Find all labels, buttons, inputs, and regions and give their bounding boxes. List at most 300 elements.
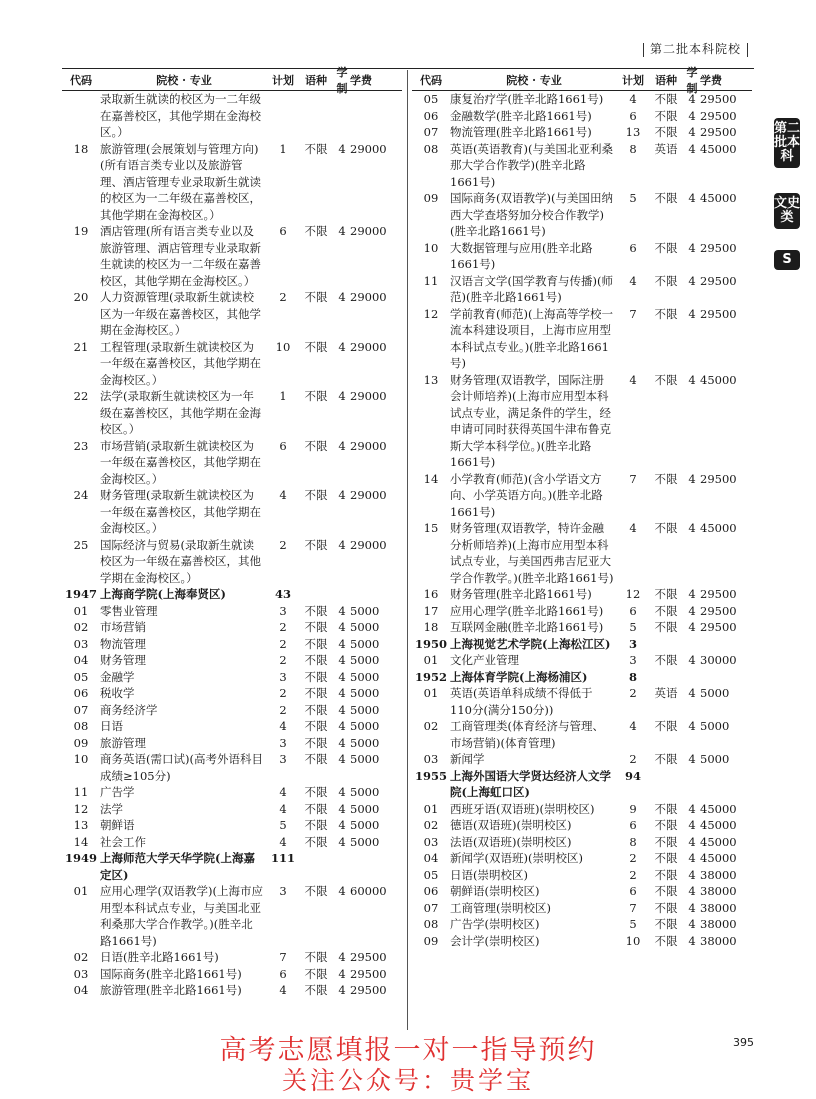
cell-code: 07 <box>73 702 89 717</box>
cell-code: 09 <box>423 191 439 205</box>
cell-name: 英语(英语教育)(与美国北亚利桑那大学合作教学)(胜辛北路1661号) <box>450 141 613 189</box>
cell-name: 上海外国语大学贤达经济人文学院(上海虹口区) <box>450 768 611 799</box>
cell-lang <box>298 91 334 141</box>
cell-name: 零售业管理 <box>100 603 158 618</box>
table-row <box>62 289 402 339</box>
cell-lang: 不限 <box>304 752 328 766</box>
cell-fee: 45000 <box>700 372 737 387</box>
cell-fee <box>700 669 746 686</box>
col-name-header: 院校 · 专业 <box>156 74 212 87</box>
cell-lang: 不限 <box>304 636 328 651</box>
cell-fee: 5000 <box>350 603 380 618</box>
cell-lang: 不限 <box>654 521 678 535</box>
cell-lang: 不限 <box>304 702 328 717</box>
cell-name: 录取新生就读的校区为一二年级在嘉善校区，其他学期在金海校区。） <box>100 92 261 139</box>
cell-lang: 不限 <box>304 224 328 238</box>
cell-years: 4 <box>688 471 696 486</box>
cell-name: 旅游管理 <box>100 735 146 750</box>
table-row <box>62 339 402 389</box>
cell-lang: 不限 <box>304 653 328 667</box>
cell-years: 4 <box>338 438 346 453</box>
header-divider <box>747 43 748 57</box>
table-row <box>62 141 402 224</box>
cell-code: 11 <box>73 785 89 799</box>
cell-lang: 不限 <box>304 669 328 684</box>
cell-fee: 29000 <box>350 537 387 552</box>
cell-fee: 29500 <box>350 983 387 997</box>
cell-lang: 不限 <box>654 867 678 882</box>
cell-years: 4 <box>688 719 696 733</box>
cell-fee: 45000 <box>700 141 737 156</box>
cell-name: 应用心理学(双语教学)(上海市应用型本科试点专业，与美国北亚利桑那大学合作教学。)(胜辛北路1661号) <box>100 884 263 948</box>
cell-lang: 不限 <box>304 719 328 733</box>
col-code-header: 代码 <box>70 74 92 87</box>
cell-years: 4 <box>338 735 346 750</box>
cell-fee: 29500 <box>350 966 387 981</box>
page-number: 395 <box>733 1036 754 1049</box>
cell-years: 4 <box>338 339 346 354</box>
cell-code: 16 <box>423 587 439 601</box>
cell-years <box>334 586 350 603</box>
cell-lang: 不限 <box>654 801 678 816</box>
cell-lang: 不限 <box>654 884 678 898</box>
cell-plan: 4 <box>279 488 287 502</box>
cell-plan: 111 <box>270 851 295 865</box>
cell-code: 06 <box>423 884 439 898</box>
table-row <box>62 603 402 620</box>
col-name-header: 院校 · 专业 <box>506 74 562 87</box>
header-divider <box>643 43 644 57</box>
cell-code: 01 <box>73 603 89 618</box>
cell-name: 朝鲜语 <box>100 818 135 832</box>
cell-code: 1955 <box>414 768 447 783</box>
col-years-header: 学制 <box>336 66 348 95</box>
cell-years: 4 <box>688 125 696 139</box>
cell-name: 上海师范大学天华学院(上海嘉定区) <box>100 851 255 882</box>
table-row <box>412 471 752 521</box>
col-years-header: 学制 <box>686 66 698 95</box>
cell-plan: 4 <box>279 983 287 997</box>
cell-fee: 29000 <box>350 389 387 403</box>
school-row <box>62 586 402 603</box>
cell-code: 03 <box>423 834 439 849</box>
cell-plan: 4 <box>629 719 637 733</box>
cell-lang <box>648 669 684 686</box>
cell-name: 工商管理(崇明校区) <box>450 900 551 915</box>
left-table-body <box>62 91 402 999</box>
cell-plan: 13 <box>625 125 641 139</box>
table-row <box>412 718 752 751</box>
cell-fee: 5000 <box>350 686 380 700</box>
cell-plan: 3 <box>279 735 287 750</box>
cell-fee: 45000 <box>700 851 737 865</box>
table-row <box>62 223 402 289</box>
cell-years: 4 <box>338 884 346 898</box>
cell-name: 物流管理(胜辛北路1661号) <box>450 125 592 139</box>
cell-code: 02 <box>423 719 439 733</box>
cell-fee: 45000 <box>700 191 737 205</box>
side-tab-category: 文史类 <box>774 193 800 229</box>
cell-lang: 不限 <box>304 686 328 700</box>
cell-name: 财务管理(胜辛北路1661号) <box>450 587 592 601</box>
cell-name: 物流管理 <box>100 636 146 651</box>
cell-name: 日语(崇明校区) <box>450 867 528 882</box>
cell-code: 08 <box>423 917 439 931</box>
table-row <box>62 636 402 653</box>
cell-plan: 1 <box>279 141 287 156</box>
table-row <box>62 702 402 719</box>
table-row <box>62 91 402 141</box>
cell-name: 大数据管理与应用(胜辛北路1661号) <box>450 240 593 271</box>
cell-lang: 不限 <box>654 125 678 139</box>
cell-name: 旅游管理(胜辛北路1661号) <box>100 983 242 997</box>
cell-plan: 7 <box>629 306 637 321</box>
cell-lang: 不限 <box>654 471 678 486</box>
cell-fee <box>700 636 746 653</box>
cell-plan: 4 <box>629 92 637 106</box>
cell-plan: 4 <box>279 801 287 816</box>
cell-name: 英语(英语单科成绩不得低于110分(满分150分)) <box>450 686 593 717</box>
cell-name: 税收学 <box>100 686 135 700</box>
cell-lang: 不限 <box>304 389 328 403</box>
cell-lang: 不限 <box>304 735 328 750</box>
cell-lang: 不限 <box>654 851 678 865</box>
col-lang-header: 语种 <box>305 74 327 87</box>
running-header <box>637 40 754 57</box>
cell-lang: 不限 <box>654 834 678 849</box>
cell-fee: 29500 <box>700 240 737 255</box>
col-plan-header: 计划 <box>272 74 294 87</box>
cell-code: 07 <box>423 900 439 915</box>
table-row <box>62 817 402 834</box>
cell-fee: 29500 <box>700 603 737 618</box>
table-row <box>62 784 402 801</box>
table-row <box>62 883 402 949</box>
cell-fee: 38000 <box>700 867 737 882</box>
cell-plan: 3 <box>279 752 287 766</box>
cell-lang: 不限 <box>654 191 678 205</box>
cell-years: 4 <box>688 603 696 618</box>
cell-plan: 6 <box>629 108 637 123</box>
cell-plan: 7 <box>629 471 637 486</box>
table-row <box>412 867 752 884</box>
cell-lang: 不限 <box>304 603 328 618</box>
cell-plan: 2 <box>279 537 287 552</box>
cell-code: 04 <box>73 653 89 667</box>
column-divider <box>407 70 408 1030</box>
cell-code: 02 <box>423 818 439 832</box>
cell-name: 财务管理 <box>100 653 146 667</box>
cell-code: 09 <box>73 735 89 750</box>
cell-fee: 30000 <box>700 653 737 667</box>
cell-years: 4 <box>688 587 696 601</box>
cell-years: 4 <box>338 603 346 618</box>
cell-lang: 不限 <box>304 438 328 453</box>
cell-name: 会计学(崇明校区) <box>450 933 540 948</box>
table-row <box>412 141 752 191</box>
cell-plan: 8 <box>628 669 637 684</box>
cell-years: 4 <box>338 488 346 502</box>
cell-name: 财务管理(双语教学，国际注册会计师培养)(上海市应用型本科试点专业，满足条件的学生，经申请可同时获得英国牛津布鲁克斯大学本科学位。)(胜辛北路1661号) <box>450 372 611 469</box>
cell-years: 4 <box>688 191 696 205</box>
cell-plan: 5 <box>629 191 637 205</box>
cell-plan: 2 <box>279 686 287 700</box>
left-column <box>62 66 402 999</box>
school-row <box>62 850 402 883</box>
cell-lang: 不限 <box>654 273 678 288</box>
cell-years: 4 <box>338 702 346 717</box>
cell-plan: 12 <box>625 587 641 601</box>
cell-code: 07 <box>423 125 439 139</box>
cell-lang <box>648 768 684 801</box>
cell-fee: 29500 <box>700 620 737 634</box>
cell-fee: 29000 <box>350 224 387 238</box>
cell-fee: 29500 <box>350 950 387 964</box>
cell-years: 4 <box>688 917 696 931</box>
cell-fee: 5000 <box>700 686 730 700</box>
cell-fee: 5000 <box>350 735 380 750</box>
school-row <box>412 636 752 653</box>
cell-code: 05 <box>423 92 439 106</box>
cell-years: 4 <box>338 653 346 667</box>
cell-code: 08 <box>73 719 89 733</box>
table-row <box>62 982 402 999</box>
cell-fee <box>350 586 396 603</box>
cell-plan: 7 <box>629 900 637 915</box>
cell-code: 04 <box>73 983 89 997</box>
cell-plan: 8 <box>629 141 637 156</box>
cell-lang: 不限 <box>304 884 328 898</box>
cell-lang: 不限 <box>654 900 678 915</box>
school-row <box>412 669 752 686</box>
cell-code: 14 <box>423 471 439 486</box>
cell-code: 01 <box>423 801 439 816</box>
cell-fee: 29000 <box>350 438 387 453</box>
cell-name: 法学(录取新生就读校区为一年级在嘉善校区，其他学期在金海校区。） <box>100 389 261 436</box>
cell-fee: 29500 <box>700 306 737 321</box>
cell-name: 旅游管理(会展策划与管理方向)(所有语言类专业以及旅游管理、酒店管理专业录取新生就读的校区为一二年级在嘉善校区，其他学期在金海校区。） <box>100 141 261 222</box>
cell-name: 社会工作 <box>100 834 146 849</box>
cell-fee: 5000 <box>350 653 380 667</box>
cell-name: 商务经济学 <box>100 702 158 717</box>
cell-fee: 38000 <box>700 900 737 915</box>
cell-fee <box>700 768 746 801</box>
col-code-header: 代码 <box>420 74 442 87</box>
cell-plan: 3 <box>279 884 287 898</box>
col-fee-header: 学费 <box>350 74 372 87</box>
cell-name: 法语(双语班)(崇明校区) <box>450 834 572 849</box>
cell-years: 4 <box>338 669 346 684</box>
cell-years: 4 <box>688 521 696 535</box>
top-rule <box>62 68 754 69</box>
cell-plan: 4 <box>629 273 637 288</box>
table-row <box>62 652 402 669</box>
cell-plan: 2 <box>629 867 637 882</box>
cell-years: 4 <box>338 389 346 403</box>
table-row <box>412 685 752 718</box>
cell-code: 10 <box>73 752 89 766</box>
col-plan-header: 计划 <box>622 74 644 87</box>
cell-years: 4 <box>688 884 696 898</box>
cell-lang: 不限 <box>304 537 328 552</box>
cell-years: 4 <box>688 834 696 849</box>
cell-years: 4 <box>338 686 346 700</box>
cell-years: 4 <box>688 686 696 700</box>
cell-code: 01 <box>423 686 439 700</box>
table-row <box>62 487 402 537</box>
table-row <box>62 685 402 702</box>
cell-code: 22 <box>73 389 89 403</box>
cell-years <box>334 91 350 141</box>
cell-code: 12 <box>423 306 439 321</box>
cell-plan: 6 <box>279 438 287 453</box>
cell-years: 4 <box>338 983 346 997</box>
table-row <box>412 751 752 768</box>
cell-plan: 4 <box>279 719 287 733</box>
table-row <box>62 619 402 636</box>
cell-fee: 29500 <box>700 273 737 288</box>
cell-code: 03 <box>423 752 439 766</box>
cell-code: 21 <box>73 339 89 354</box>
cell-plan: 2 <box>279 290 287 304</box>
cell-plan: 6 <box>629 818 637 832</box>
cell-lang: 不限 <box>654 306 678 321</box>
cell-name: 广告学 <box>100 785 135 799</box>
cell-name: 应用心理学(胜辛北路1661号) <box>450 603 604 618</box>
cell-years: 4 <box>338 620 346 634</box>
side-tab-letter: S <box>774 250 800 270</box>
cell-lang: 不限 <box>654 587 678 601</box>
cell-years: 4 <box>688 818 696 832</box>
cell-name: 互联网金融(胜辛北路1661号) <box>450 620 604 634</box>
cell-years: 4 <box>688 867 696 882</box>
cell-code: 01 <box>423 653 439 667</box>
cell-years: 4 <box>338 801 346 816</box>
cell-lang: 不限 <box>304 488 328 502</box>
cell-code: 1947 <box>64 587 97 601</box>
cell-years: 4 <box>338 719 346 733</box>
cell-plan: 2 <box>279 636 287 651</box>
cell-plan: 6 <box>279 224 287 238</box>
table-row <box>62 949 402 966</box>
cell-fee: 5000 <box>700 752 730 766</box>
cell-years <box>334 850 350 883</box>
cell-years: 4 <box>688 653 696 667</box>
cell-name: 西班牙语(双语班)(崇明校区) <box>450 801 595 816</box>
cell-fee: 38000 <box>700 884 737 898</box>
cell-name: 国际商务(胜辛北路1661号) <box>100 966 242 981</box>
cell-code: 09 <box>423 933 439 948</box>
cell-fee: 45000 <box>700 521 737 535</box>
cell-code: 01 <box>73 884 89 898</box>
cell-lang: 不限 <box>654 653 678 667</box>
cell-plan <box>268 91 298 141</box>
cell-fee: 38000 <box>700 917 737 931</box>
cell-plan: 3 <box>279 603 287 618</box>
table-row <box>412 817 752 834</box>
cell-plan: 2 <box>279 653 287 667</box>
cell-plan: 2 <box>279 702 287 717</box>
table-row <box>412 372 752 471</box>
cell-lang: 不限 <box>654 108 678 123</box>
cell-fee: 5000 <box>350 719 380 733</box>
cell-plan: 10 <box>625 933 641 948</box>
cell-code: 18 <box>423 620 439 634</box>
cell-fee: 29500 <box>700 92 737 106</box>
cell-lang: 不限 <box>304 141 328 156</box>
cell-name: 法学 <box>100 801 123 816</box>
cell-plan: 7 <box>279 950 287 964</box>
cell-years: 4 <box>338 141 346 156</box>
cell-years: 4 <box>688 141 696 156</box>
cell-years: 4 <box>688 273 696 288</box>
cell-code: 25 <box>73 537 89 552</box>
cell-lang: 不限 <box>304 950 328 964</box>
table-row <box>412 900 752 917</box>
cell-name: 市场营销 <box>100 620 146 634</box>
cell-name: 文化产业管理 <box>450 653 519 667</box>
cell-name: 国际经济与贸易(录取新生就读校区为一年级在嘉善校区，其他学期在金海校区。） <box>100 537 261 585</box>
cell-lang: 不限 <box>654 92 678 106</box>
cell-fee: 5000 <box>350 801 380 816</box>
cell-fee: 45000 <box>700 834 737 849</box>
cell-fee: 5000 <box>700 719 730 733</box>
cell-plan: 3 <box>629 653 637 667</box>
cell-years: 4 <box>338 950 346 964</box>
cell-years: 4 <box>688 620 696 634</box>
cell-code: 06 <box>423 108 439 123</box>
cell-lang: 不限 <box>654 719 678 733</box>
table-row <box>412 124 752 141</box>
table-row <box>62 735 402 752</box>
cell-name: 国际商务(双语教学)(与美国田纳西大学查塔努加分校合作教学)(胜辛北路1661号) <box>450 191 613 238</box>
cell-lang: 不限 <box>654 372 678 387</box>
header-title: 第二批本科院校 <box>649 42 741 56</box>
table-row <box>62 751 402 784</box>
cell-code: 13 <box>73 818 89 832</box>
table-row <box>62 801 402 818</box>
cell-plan: 2 <box>629 686 637 700</box>
cell-fee: 29000 <box>350 488 387 502</box>
cell-name: 上海商学院(上海奉贤区) <box>100 587 226 601</box>
cell-years: 4 <box>688 900 696 915</box>
cell-lang: 不限 <box>304 290 328 304</box>
cell-code: 11 <box>423 273 439 288</box>
table-row <box>412 850 752 867</box>
cell-code: 19 <box>73 224 89 238</box>
cell-lang: 不限 <box>304 966 328 981</box>
cell-code: 23 <box>73 438 89 453</box>
cell-code: 17 <box>423 603 439 618</box>
cell-plan: 2 <box>629 752 637 766</box>
cell-fee: 29500 <box>700 108 737 123</box>
cell-name: 新闻学 <box>450 752 485 766</box>
cell-lang: 不限 <box>654 917 678 931</box>
table-row <box>412 603 752 620</box>
cell-years <box>684 768 700 801</box>
cell-lang: 英语 <box>654 141 678 156</box>
cell-years: 4 <box>338 818 346 832</box>
cell-lang: 不限 <box>654 603 678 618</box>
table-row <box>412 520 752 586</box>
cell-years: 4 <box>338 966 346 981</box>
cell-years: 4 <box>338 752 346 766</box>
col-lang-header: 语种 <box>655 74 677 87</box>
cell-fee: 5000 <box>350 620 380 634</box>
cell-fee: 5000 <box>350 702 380 717</box>
cell-fee: 5000 <box>350 636 380 651</box>
table-row <box>412 883 752 900</box>
